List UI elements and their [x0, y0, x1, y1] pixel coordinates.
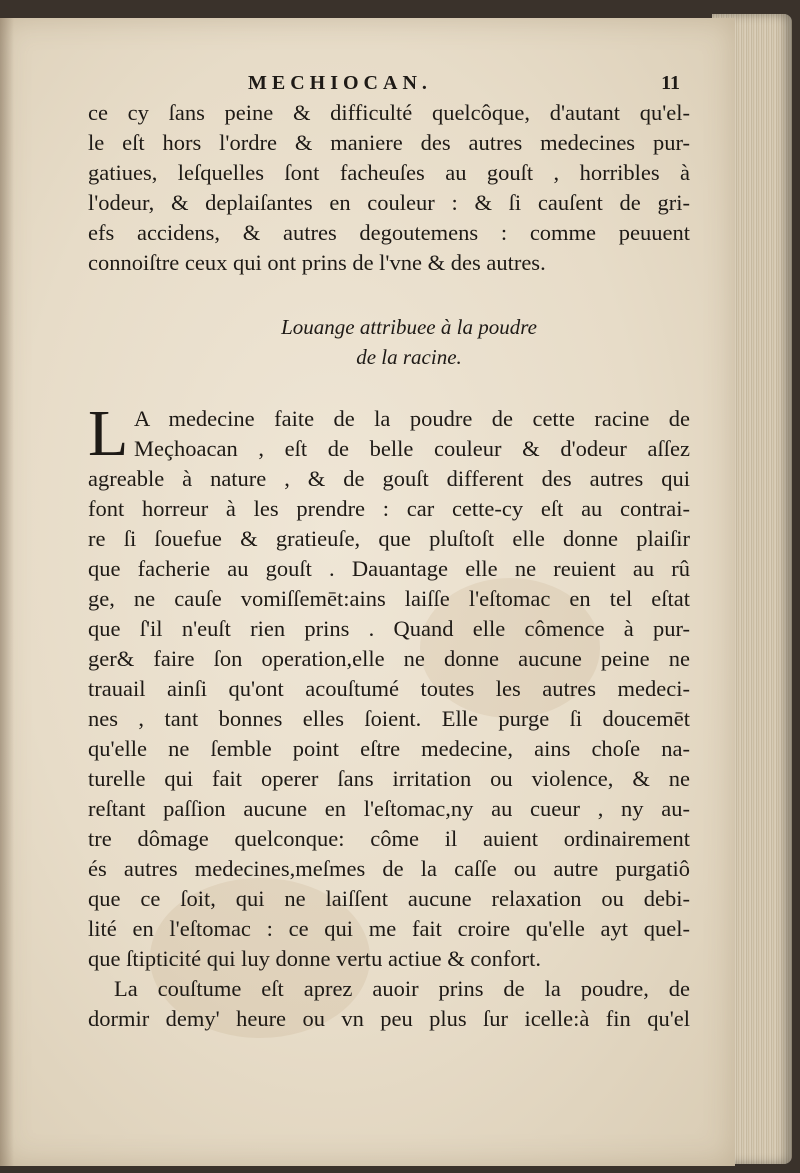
text-line: reſtant paſſion aucune en l'eſtomac,ny au cueur , ny au-	[88, 796, 690, 821]
paragraph-1	[88, 98, 690, 278]
text-line: és autres medecines,meſmes de la caſſe ou autre purgatiô	[88, 856, 690, 881]
text-line: La couſtume eſt aprez auoir prins de la poudre, de	[114, 976, 690, 1001]
text-block	[88, 66, 690, 1034]
page-gutter	[0, 18, 14, 1166]
text-line: Meçhoacan , eſt de belle couleur & d'odeur aſſez	[134, 436, 690, 461]
text-line: trauail ainſi qu'ont acouſtumé toutes les autres medeci-	[88, 676, 690, 701]
text-line: font horreur à les prendre : car cette-cy eſt au contrai-	[88, 496, 690, 521]
text-line: l'odeur, & deplaiſantes en couleur : & ſi cauſent de gri-	[88, 190, 690, 215]
paragraph-3	[88, 974, 690, 1034]
text-line: gatiues, leſquelles ſont facheuſes au gouſt , horribles à	[88, 160, 690, 185]
page	[0, 18, 735, 1166]
text-line: ger& faire ſon operation,elle ne donne aucune peine ne	[88, 646, 690, 671]
text-line: ce cy ſans peine & difficulté quelcôque, d'autant qu'el-	[88, 100, 690, 125]
text-line: ge, ne cauſe vomiſſemēt:ains laiſſe l'eſtomac en tel eſtat	[88, 586, 690, 611]
text-line: le eſt hors l'ordre & maniere des autres medecines pur-	[88, 130, 690, 155]
text-line: que ſ'il n'euſt rien prins . Quand elle cômence à pur-	[88, 616, 690, 641]
text-line: re ſi ſouefue & gratieuſe, que pluſtoſt elle donne plaiſir	[88, 526, 690, 551]
text-line: turelle qui fait operer ſans irritation ou violence, & ne	[88, 766, 690, 791]
drop-cap: L	[88, 397, 129, 470]
section-heading	[88, 312, 690, 372]
text-line: que facherie au gouſt . Dauantage elle ne reuient au rû	[88, 556, 690, 581]
text-line: agreable à nature , & de gouſt different des autres qui	[88, 466, 690, 491]
page-number: 11	[661, 72, 680, 94]
text-line: que ſtipticité qui luy donne vertu actiue & confort.	[88, 946, 541, 971]
text-line: A medecine faite de la poudre de cette racine de	[134, 406, 690, 431]
heading-line: Louange attribuee à la poudre	[281, 315, 537, 339]
heading-line: de la racine.	[356, 345, 462, 369]
text-line: nes , tant bonnes elles ſoient. Elle purge ſi doucemēt	[88, 706, 690, 731]
paragraph-2	[88, 397, 690, 974]
text-line: tre dômage quelconque: côme il auient ordinairement	[88, 826, 690, 851]
text-line: connoiſtre ceux qui ont prins de l'vne & des autres.	[88, 250, 546, 275]
text-line: que ce ſoit, qui ne laiſſent aucune relaxation ou debi-	[88, 886, 690, 911]
text-line: qu'elle ne ſemble point eſtre medecine, ains choſe na-	[88, 736, 690, 761]
running-title: MECHIOCAN.	[248, 72, 432, 94]
running-head	[88, 66, 690, 96]
text-line: efs accidens, & autres degoutemens : comme peuuent	[88, 220, 690, 245]
text-line: dormir demy' heure ou vn peu plus ſur icelle:à fin qu'el	[88, 1006, 690, 1031]
text-line: lité en l'eſtomac : ce qui me fait croire qu'elle ayt quel-	[88, 916, 690, 941]
